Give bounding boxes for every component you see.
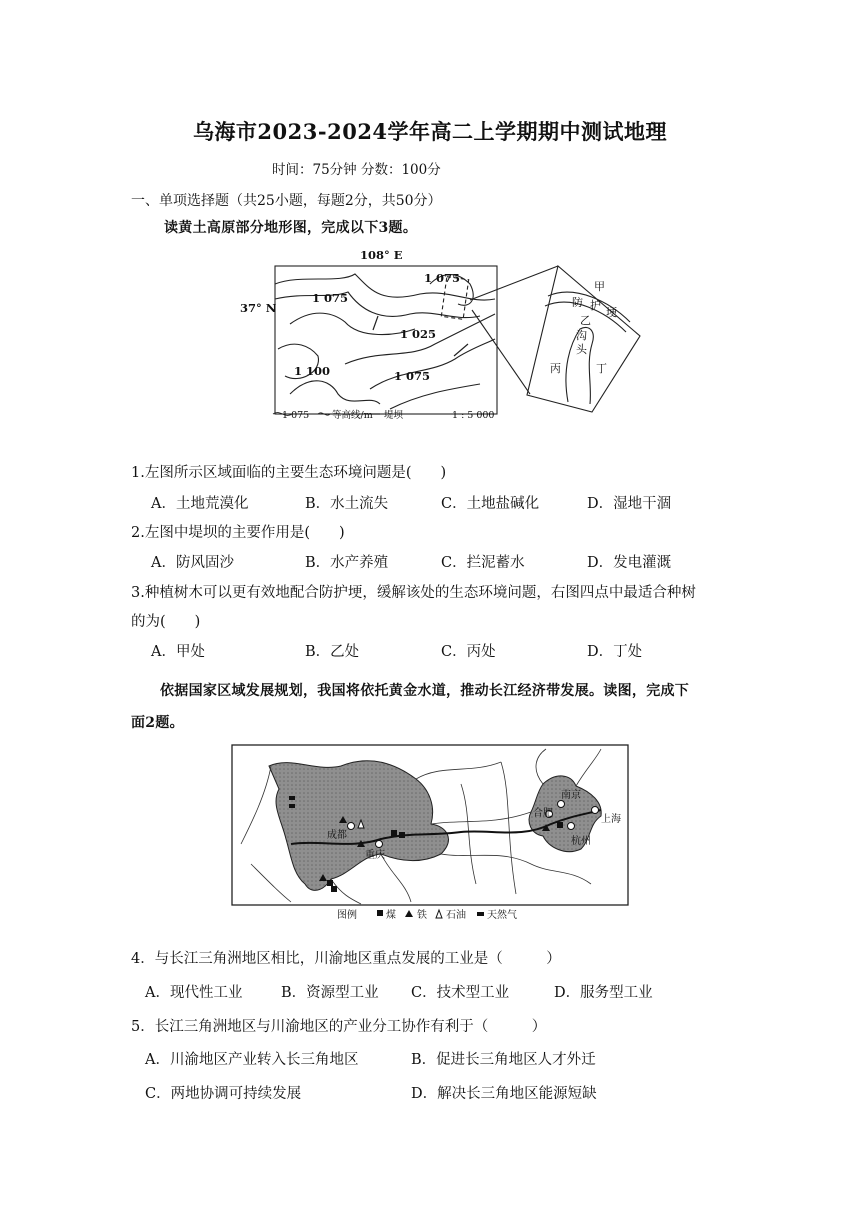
intro-text-2-cont: 面2题。 <box>131 715 184 731</box>
q1-option-c: C．土地盐碱化 <box>441 496 540 512</box>
legend-coal-icon <box>377 910 383 916</box>
q3-option-a: A．甲处 <box>151 644 205 660</box>
gas-symbol <box>289 804 295 808</box>
question-2: 2.左图中堤坝的主要作用是( ) <box>131 525 345 541</box>
section-heading: 一、单项选择题（共25小题，每题2分，共50分） <box>131 193 442 209</box>
inset-label-ding: 丁 <box>596 362 607 375</box>
city-label-chengdu: 成都 <box>327 830 347 841</box>
legend-dam-text: 堤坝 <box>384 410 404 421</box>
map-scale: 1 : 5 000 <box>452 410 495 421</box>
question-3: 3.种植树木可以更有效地配合防护埂，缓解该处的生态环境问题，右图四点中最适合种树 <box>131 585 696 601</box>
city-label-chongqing: 重庆 <box>365 850 385 861</box>
coal-symbol <box>391 830 397 836</box>
contour-map-frame <box>275 266 497 414</box>
question-1: 1.左图所示区域面临的主要生态环境问题是( ) <box>131 465 447 481</box>
city-label-hangzhou: 杭州 <box>571 836 591 847</box>
inset-label-tou: 头 <box>576 343 587 356</box>
question-3-cont: 的为( ) <box>131 614 201 630</box>
inset-label-hu: 护 <box>590 299 601 312</box>
inset-label-bing: 丙 <box>550 362 561 375</box>
q4-option-a: A．现代性工业 <box>145 985 243 1001</box>
inset-label-fang: 防 <box>572 296 583 309</box>
coal-symbol <box>557 822 563 828</box>
meridian-label: 108° E <box>360 248 403 262</box>
legend-coal: 煤 <box>386 910 396 921</box>
q5-option-d: D．解决长三角地区能源短缺 <box>411 1086 597 1102</box>
legend-gas-icon <box>477 912 484 916</box>
legend-oil-icon <box>436 910 442 918</box>
legend-title: 图例 <box>337 910 357 921</box>
question-4: 4．与长江三角洲地区相比，川渝地区重点发展的工业是（ ） <box>131 951 561 967</box>
city-label-nanjing: 南京 <box>561 790 581 801</box>
q5-option-b: B．促进长三角地区人才外迁 <box>411 1052 596 1068</box>
contour-label: 1 075 <box>394 369 431 383</box>
q2-option-b: B．水产养殖 <box>305 555 389 571</box>
parallel-label: 37° N <box>240 301 277 315</box>
legend-iron-icon <box>405 910 413 917</box>
coal-symbol <box>327 880 333 886</box>
q4-option-c: C．技术型工业 <box>411 985 510 1001</box>
q4-option-d: D．服务型工业 <box>554 985 653 1001</box>
q3-option-d: D．丁处 <box>587 644 643 660</box>
question-5: 5．长江三角洲地区与川渝地区的产业分工协作有利于（ ） <box>131 1019 547 1035</box>
city-label-hefei: 合肥 <box>533 808 553 819</box>
q3-option-c: C．丙处 <box>441 644 496 660</box>
yangtze-economic-belt-map <box>231 744 629 926</box>
q1-option-b: B．水土流失 <box>305 496 389 512</box>
inset-label-geng: 埂 <box>606 306 617 319</box>
contour-label: 1 025 <box>400 327 437 341</box>
coal-symbol <box>399 832 405 838</box>
legend-contour-value: 1 075 <box>282 410 310 421</box>
contour-label: 1 075 <box>312 291 349 305</box>
contour-label: 1 100 <box>294 364 331 378</box>
legend-gas: 天然气 <box>487 910 517 921</box>
q4-option-b: B．资源型工业 <box>281 985 379 1001</box>
contour-label: 1 075 <box>424 271 461 285</box>
q5-option-c: C．两地协调可持续发展 <box>145 1086 302 1102</box>
gas-symbol <box>289 796 295 800</box>
q1-option-d: D．湿地干涸 <box>587 496 672 512</box>
q5-option-a: A．川渝地区产业转入长三角地区 <box>145 1052 359 1068</box>
q2-option-a: A．防风固沙 <box>151 555 234 571</box>
coal-symbol <box>331 886 337 892</box>
city-label-shanghai: 上海 <box>601 814 621 825</box>
loess-plateau-map <box>230 244 650 424</box>
legend-iron: 铁 <box>417 910 427 921</box>
legend-oil: 石油 <box>446 910 466 921</box>
q2-option-d: D．发电灌溉 <box>587 555 672 571</box>
q1-option-a: A．土地荒漠化 <box>151 496 249 512</box>
intro-text-2: 依据国家区域发展规划，我国将依托黄金水道，推动长江经济带发展。读图，完成下 <box>160 683 690 699</box>
inset-label-gou: 沟 <box>576 329 587 342</box>
page-title: 乌海市2023-2024学年高二上学期期中测试地理 <box>192 119 668 144</box>
q3-option-b: B．乙处 <box>305 644 360 660</box>
inset-label-yi: 乙 <box>580 314 591 327</box>
legend-contour-text: 等高线/m <box>332 410 373 421</box>
inset-label-jia: 甲 <box>594 280 605 293</box>
exam-info: 时间：75分钟 分数：100分 <box>272 162 441 178</box>
intro-text-1: 读黄土高原部分地形图，完成以下3题。 <box>164 220 418 236</box>
q2-option-c: C．拦泥蓄水 <box>441 555 525 571</box>
